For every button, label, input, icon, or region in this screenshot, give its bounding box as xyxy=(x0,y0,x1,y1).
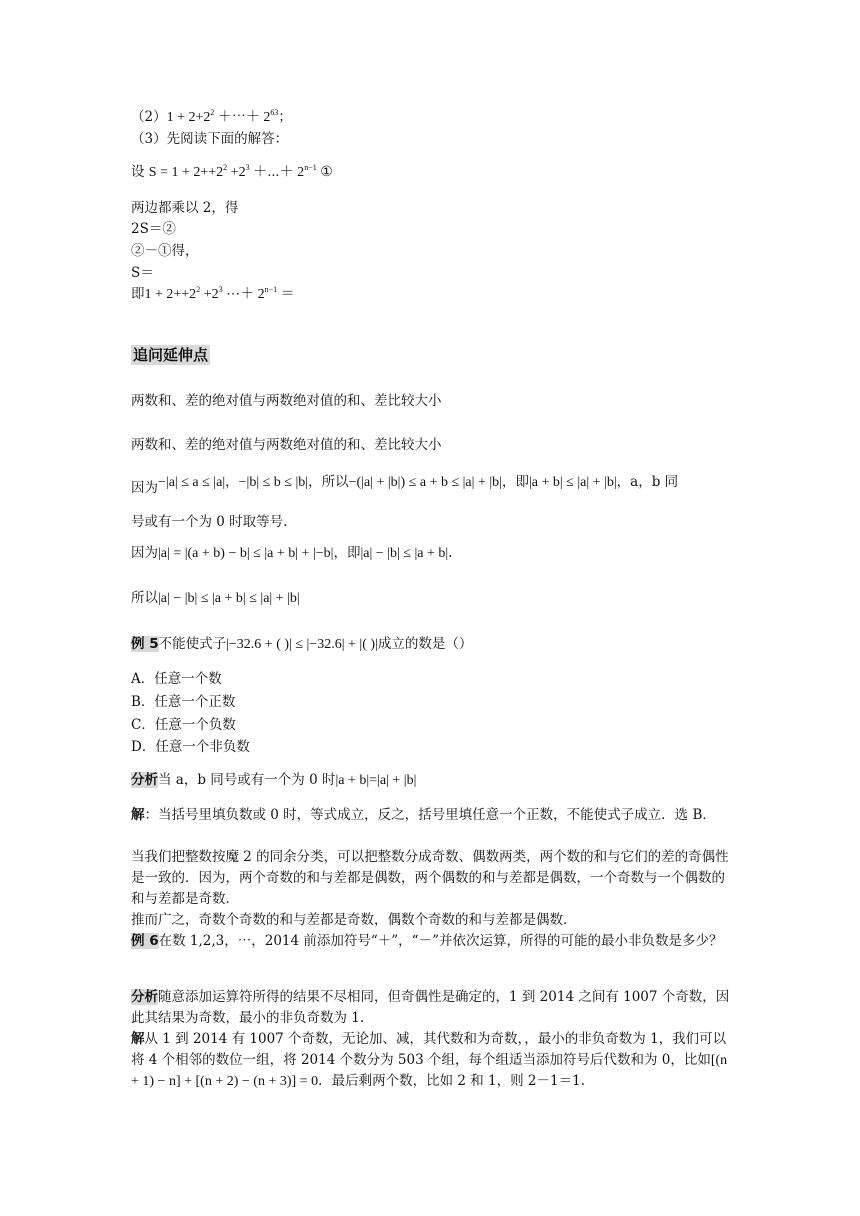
because-math-2: −|b| ≤ b ≤ |b| xyxy=(238,475,309,490)
so2-prefix: 所以 xyxy=(131,590,158,606)
item-2-label: （2） xyxy=(131,109,167,125)
item-2-math xyxy=(167,110,279,125)
because-2-prefix: 因为 xyxy=(131,545,158,561)
example-6-text: 在数 1,2,3，⋯，2014 前添加符号“＋”，“－”并依次运算，所得的可能的最小非负数是多少？ xyxy=(158,933,723,949)
multiply-line: 两边都乘以 2，得 xyxy=(131,200,239,216)
proof-line-4 xyxy=(131,588,300,609)
section-title: 追问延伸点 xyxy=(133,346,209,364)
item-2-sup: 2 xyxy=(210,108,215,117)
so2-math: |a| − |b| ≤ |a + b| ≤ |a| + |b| xyxy=(158,591,300,606)
set-math-base: S = 1 + 2++2 xyxy=(148,165,224,180)
option-c: C．任意一个负数 xyxy=(131,717,236,733)
example-6-solution-text-1: 从 1 到 2014 有 1007 个奇数，无论加、减，其代数和为奇数，，最小的非负奇数为 1，我们可以将 4 个相邻的数位一组，将 2014 个数分为 503 个组，每个组适当添加符号后代数和为 0，比如 xyxy=(131,1031,727,1068)
set-plus: +2 xyxy=(227,165,246,180)
ji-tail: ⋯＋ 2 xyxy=(222,287,265,302)
example-6-solution-text-2: ．最后剩两个数，比如 2 和 1，则 2－1＝1. xyxy=(318,1073,585,1089)
because-2-ji: ，即 xyxy=(333,545,361,561)
comma-1: ， xyxy=(225,474,239,490)
analysis-label: 分析 xyxy=(131,772,158,788)
set-sup-2: 3 xyxy=(245,163,250,172)
section-heading xyxy=(131,345,210,366)
option-b: B．任意一个正数 xyxy=(131,694,236,710)
s-eq-line: S＝ xyxy=(131,265,154,281)
because-2-math: |a| = |(a + b) − b| ≤ |a + b| + |−b| xyxy=(158,546,334,561)
example-5-end: 成立的数是（） xyxy=(377,636,473,652)
ji-math-base: 1 + 2++2 xyxy=(144,287,197,302)
item-2 xyxy=(131,107,292,128)
example-5-text: 不能使式子 xyxy=(158,636,227,652)
example-6-analysis-text: 随意添加运算符所得的结果不尽相同，但奇偶性是确定的，1 到 2014 之间有 1007 个奇数，因此其结果为奇数，最小的非负奇数为 1. xyxy=(131,989,730,1026)
subtract-line: ②－①得， xyxy=(131,243,199,259)
example-6-question xyxy=(131,931,731,952)
solution-label: 解 xyxy=(131,807,145,823)
because-2-math-2: |a| − |b| ≤ |a + b| xyxy=(360,546,449,561)
proof-tail: ，a，b 同 xyxy=(616,474,679,490)
example-5-para-2: 推而广之，奇数个奇数的和与差都是奇数，偶数个奇数的和与差都是偶数． xyxy=(131,912,577,928)
example-6-label: 例 6 xyxy=(131,933,159,949)
option-a: A．任意一个数 xyxy=(131,671,222,687)
example-6-solution-math: [(n + 1) − n] + [(n + 2) − (n + 3)] = 0 xyxy=(131,1053,728,1089)
section-subtitle-1: 两数和、差的绝对值与两数绝对值的和、差比较大小 xyxy=(131,393,442,409)
because-prefix: 因为 xyxy=(131,480,158,496)
item-2-end: ； xyxy=(278,109,292,125)
ji-text: ，即 xyxy=(501,474,529,490)
proof-line-2: 号或有一个为 0 时取等号. xyxy=(131,514,288,530)
ji-math xyxy=(145,287,295,302)
solution-text: ：当括号里填负数或 0 时，等式成立，反之，括号里填任意一个正数，不能使式子成立．选 B． xyxy=(144,807,716,823)
example-6-analysis-label: 分析 xyxy=(131,989,158,1005)
proof-line-1 xyxy=(131,474,679,499)
because-math-1: −|a| ≤ a ≤ |a| xyxy=(158,475,226,490)
example-5-analysis xyxy=(131,770,416,791)
ji-plus: +2 xyxy=(200,287,219,302)
analysis-math: |a + b|=|a| + |b| xyxy=(335,773,417,788)
example-6-solution-label: 解 xyxy=(131,1031,145,1047)
section-subtitle-2: 两数和、差的绝对值与两数绝对值的和、差比较大小 xyxy=(131,437,442,453)
example-6-analysis xyxy=(131,987,731,1029)
ji-sup-3: n−1 xyxy=(264,285,278,294)
example-5-para-1: 当我们把整数按魔 2 的同余分类，可以把整数分成奇数、偶数两类，两个数的和与它们的差的奇偶性是一致的．因为，两个奇数的和与差都是偶数，两个偶数的和与差都是偶数，一个奇数与一个偶数的和与差都是奇数． xyxy=(131,849,729,907)
set-line xyxy=(131,162,333,183)
because-math-4: |a + b| ≤ |a| + |b| xyxy=(528,475,617,490)
ji-end: ＝ xyxy=(277,287,295,302)
option-d: D．任意一个非负数 xyxy=(131,739,250,755)
example-5-label: 例 5 xyxy=(131,636,159,652)
example-5-math: |−32.6 + ( )| ≤ |−32.6| + |( )| xyxy=(226,637,378,652)
item-3: （3）先阅读下面的解答： xyxy=(131,131,289,147)
proof-line-3 xyxy=(131,543,452,564)
ji-prefix: 即 xyxy=(131,286,145,302)
ji-sup-2: 3 xyxy=(218,285,223,294)
item-2-math-base: 1 + 2+2 xyxy=(166,110,211,125)
because-2-end: . xyxy=(448,545,453,561)
example-6-solution xyxy=(131,1029,731,1092)
two-s-line: 2S＝② xyxy=(131,221,176,237)
example-5-solution xyxy=(131,805,731,826)
set-sup-1: 2 xyxy=(223,163,228,172)
set-math xyxy=(149,165,333,180)
analysis-text: 当 a，b 同号或有一个为 0 时 xyxy=(158,772,336,788)
item-2-tail-sup: 63 xyxy=(270,108,279,117)
ji-sup-1: 2 xyxy=(196,285,201,294)
so-text: ，所以 xyxy=(308,474,349,490)
because-math-3: −(|a| + |b|) ≤ a + b ≤ |a| + |b| xyxy=(348,475,502,490)
set-tail: ＋⋯＋ 2 xyxy=(249,165,305,180)
set-circle: ① xyxy=(316,165,333,180)
set-sup-3: n−1 xyxy=(304,163,317,172)
item-2-tail: ＋⋯＋ 2 xyxy=(214,110,271,125)
ji-line xyxy=(131,284,295,305)
set-prefix: 设 xyxy=(131,164,145,180)
example-5-question xyxy=(131,634,472,655)
